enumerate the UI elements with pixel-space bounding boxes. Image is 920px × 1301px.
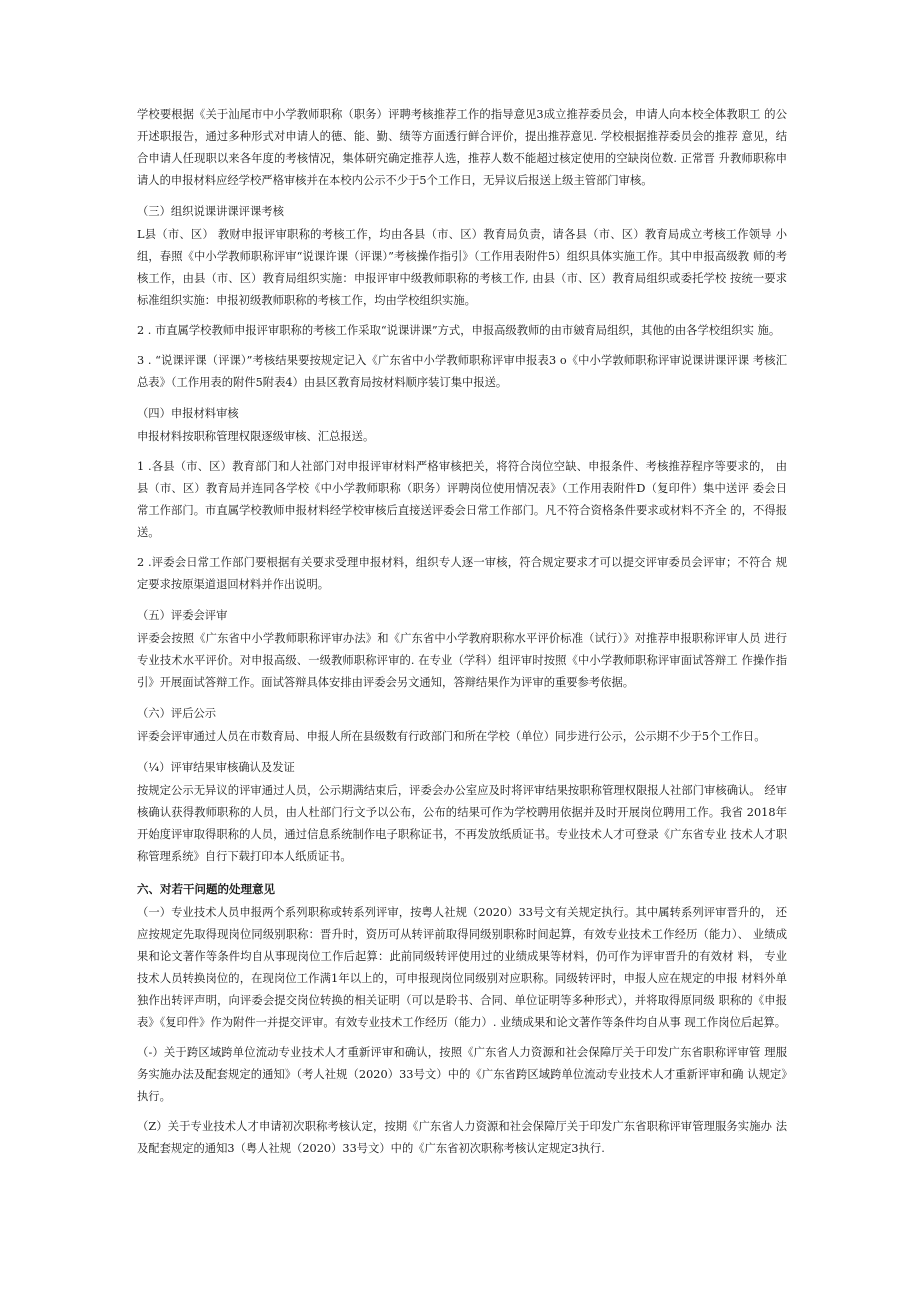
paragraph-initial-recognition: （Z）关于专业技术人才申请初次职称考核认定，按期《广东省人力资源和社会保障厅关于印发广东省职称评审管理服务实施办 法及配套规定的通知3（粤人社规（2020）33号文）中的《广东省初次职称考核认定规定3执行. xyxy=(137,1120,787,1155)
heading-section-7: （¼）评审结果审核确认及发证 xyxy=(137,761,295,774)
paragraph-recommendation: 学校要根据《关于汕尾市中小学教师职称（职务）评聘考核推荐工作的指导意见3成立推荐委员会，申请人向本校全体教职工 的公开述职报告，通过多种形式对申请人的德、能、勤、绩等方面透行鲜合评价，提出推荐意见. 学校根据推荐委员会的推荐 意见，结合申请人任现职以来各年度的考核情况，集体研究确定推荐人选，推荐人数不能超过核定使用的空缺岗位数. 正常晋 升教师职称申请人的申报材料应经学校严格审核并在本校内公示不少于5个工作日，无异议后报送上级主管部门审核。 xyxy=(137,108,787,187)
paragraph-material-review-2: 2 .评委会日常工作部门要根据有关要求受理申报材料，组织专人逐一审核，符合规定要求才可以提交评审委员会评审；不符合 规定要求按原渠道退回材料并作出说明。 xyxy=(137,556,787,591)
paragraph-material-review-1: 1 .各县（市、区）教育部门和人社部门对申报评审材料严格审核把关，将符合岗位空缺、申报条件、考核推荐程序等要求的， 由县（市、区）教育局并连同各学校《中小学教师职称（职务）评聘岗位使用情况表》（工作用表附件D（复印件）集中送评 委会日常工作部门。市直属学校教师申报材料经学校审核后直接送评委会日常工作部门。凡不符合资格条件要求或材料不齐全 的，不得报送。 xyxy=(137,460,787,539)
heading-section-6: （六）评后公示 xyxy=(137,707,217,720)
section-title-6: 六、对若干问题的处理意见 xyxy=(137,882,275,896)
paragraph-city-school-assessment: 2 . 市直属学校教师申报评审职称的考核工作采取“说课讲课”方式，申报高级教师的由市皴育局组织，其他的由各学校组织实 施。 xyxy=(137,324,781,337)
heading-section-5: （五）评委会评审 xyxy=(137,609,228,622)
paragraph-transfer-series: （一）专业技术人员申报两个系列职称或转系列评审，按粤人社规（2020）33号文有关规定执行。其中属转系列评审晋升的， 还应按规定先取得现岗位同级别职称：晋升时，资历可从转评前取得同级别职称时间起算，有效专业技术工作经历（能力）、 业绩成果和论文著作等条件均自从事现岗位工作后起算：此前同级转评使用过的业绩成果等材料，仍可作为评审晋升的有效材 料， 专业技术人员转换岗位的，在现岗位工作满1年以上的，可申报现岗位同级别对应职称。同级转评时，申报人应在规定的申报 材料外单独作出转评声明，向评委会提交岗位转换的相关证明（可以是聆书、合同、单位证明等多种形式），并将取得原同级 职称的《申报表》《复印件》作为附件一并提交评审。有效专业技术工作经历（能力）. 业绩成果和论文著作等条件均自从事 现工作岗位后起算。 xyxy=(137,906,787,1029)
paragraph-publicity: 评委会评审通过人员在市数育局、申报人所在县级数有行政部门和所在学校（单位）同步进行公示，公示期不少于5个工作日。 xyxy=(137,730,766,743)
heading-section-3: （三）组织说课讲课评课考核 xyxy=(137,205,284,218)
heading-section-4: （四）申报材料审核 xyxy=(137,407,239,420)
document-page xyxy=(137,104,787,1160)
paragraph-county-assessment: L县（市、区） 教财申报评审职称的考核工作，均由各县（市、区）教育局负责，请各县（市、区）教育局成立考核工作领导 小组，春照《中小学教师职称评审“说课许课（评课）”考核操作指引》（工作用表附件5）组织具体实施工作。其中申报高级教 师的考核工作，由县（市、区）教育局组织实施：申报评审中级教师职称的考核工作, 由县（市、区）教育局组织或委托学校 按统一要求标准组织实施：申报初级教师职称的考核工作，均由学校组织实施。 xyxy=(137,228,787,307)
paragraph-committee-review: 评委会按照《广东省中小学教师职称评审办法》和《广东省中小学教府职称水平评价标准（试行）》对推荐申报职称评审人员 进行专业技术水平评价。对申报高级、一级教师职称评审的. 在专业（学科）组评审时按照《中小学教师职称评审面试答辩工 作操作指引》开展面试答辩工作。面试答辩具体安排由评委会另文通知，答辩结果作为评审的重要参考依据。 xyxy=(137,632,787,689)
paragraph-certification: 按规定公示无异议的评审通过人员，公示期满结束后，评委会办公室应及时将评审结果按职称管理权限报人社部门审核确认。 经审核确认获得教师职称的人员，由人杜部门行文予以公布，公布的结果可作为学校聘用依据并及时开展岗位聘用工作。我省 2018年开始度评审取得职称的人员，通过信息系统制作电子职称证书，不再发放纸质证书。专业技术人才可登录《广东省专业 技术人才职称管理系统》自行下载打印本人纸质证书。 xyxy=(137,784,787,863)
paragraph-assessment-results: 3 . “说课评课（评课）”考核结果要按规定记入《广东省中小学教师职称评审申报表3 o《中小学敦师职称评审说课讲课评课 考核汇总表》（工作用表的附件5附表4）由县区教育局按材料顺序装订集中报送。 xyxy=(137,354,787,389)
paragraph-material-review-intro: 申报材料按职称管理权限逐级审核、汇总报送。 xyxy=(137,430,375,443)
paragraph-cross-region: （-）关于跨区域跨单位流动专业技术人才重新评审和确认，按照《广东省人力资源和社会保障厅关于印发广东省职称评审管 理服务实施办法及配套规定的通知》（考人社规（2020）33号文）中的《广东省跨区域跨单位流动专业技术人才重新评审和确 认规定》执行。 xyxy=(137,1046,787,1103)
